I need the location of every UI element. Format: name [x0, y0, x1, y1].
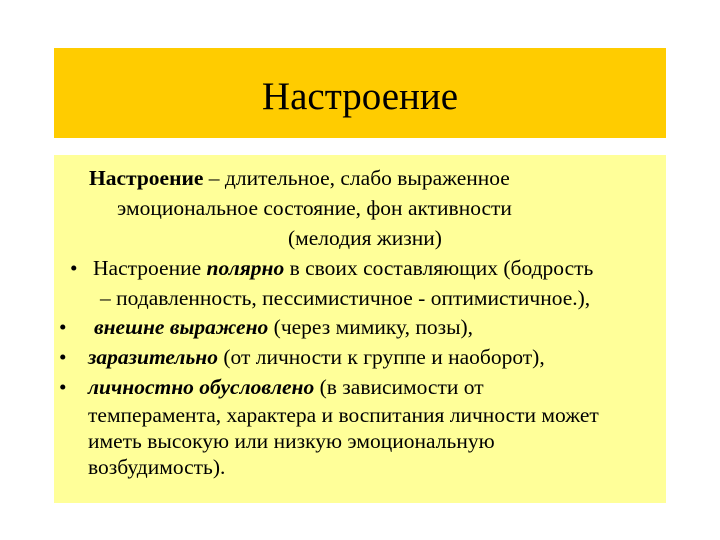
bullet-2-line-1	[94, 317, 473, 339]
bullet-marker: •	[59, 375, 67, 399]
intro-definition: – длительное, слабо выраженное	[203, 166, 510, 190]
bullet-1-line-1	[93, 258, 593, 280]
bullet-4-line-2: темперамента, характера и воспитания личности может	[88, 403, 599, 427]
bullet-4-emphasis: личностно обусловлено	[88, 375, 315, 399]
bullet-3-line-1	[88, 347, 545, 369]
bullet-4-post: (в зависимости от	[314, 375, 484, 399]
bullet-4-line-3: иметь высокую или низкую эмоциональную	[88, 429, 495, 453]
bullet-marker: •	[59, 315, 67, 339]
bullet-4-line-4: возбудимость).	[88, 455, 226, 479]
bullet-4-line-1	[88, 377, 484, 399]
bullet-3-emphasis: заразительно	[88, 345, 218, 369]
bullet-marker: •	[70, 256, 78, 280]
intro-line-1	[89, 168, 510, 190]
bullet-1-line-2: – подавленность, пессимистичное - оптимистичное.),	[100, 286, 591, 310]
bullet-1-pre: Настроение	[93, 256, 207, 280]
title-band	[54, 48, 666, 138]
bullet-marker: •	[59, 345, 67, 369]
slide-title: Настроение	[261, 74, 459, 118]
bullet-3-post: (от личности к группе и наоборот),	[217, 345, 545, 369]
intro-line-2: эмоциональное состояние, фон активности	[117, 196, 512, 220]
intro-term: Настроение	[89, 166, 204, 190]
bullet-1-emphasis: полярно	[206, 256, 285, 280]
intro-line-3: (мелодия жизни)	[288, 226, 442, 250]
bullet-2-post: (через мимику, позы),	[268, 315, 474, 339]
bullet-2-emphasis: внешне выражено	[94, 315, 269, 339]
bullet-1-post: в своих составляющих (бодрость	[284, 256, 594, 280]
